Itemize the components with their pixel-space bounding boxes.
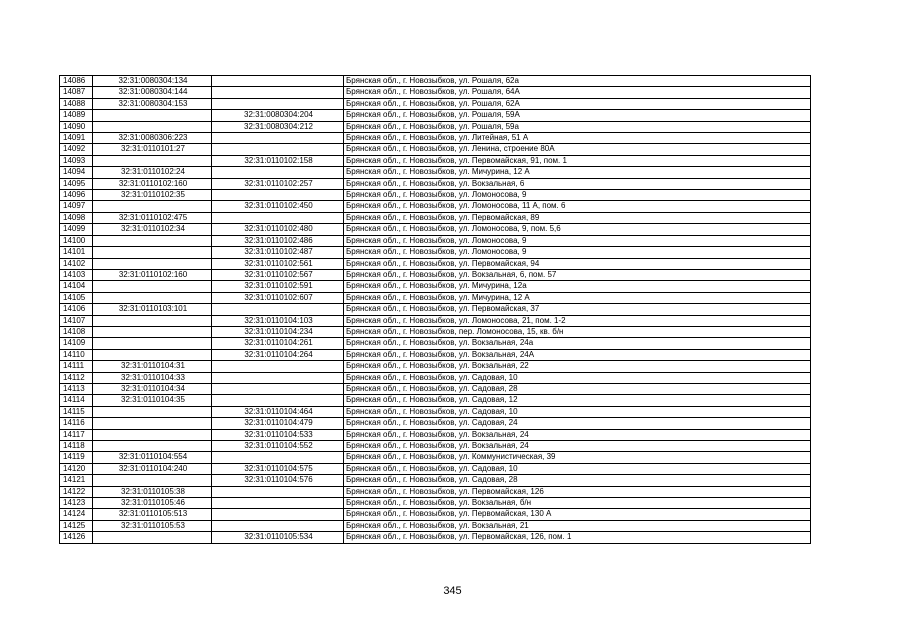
table-row [60,441,811,452]
cadastral-parcel-cell: 32:31:0110104:240 [93,463,212,474]
page-number: 345 [443,585,462,597]
cadastral-building-cell: 32:31:0110104:552 [212,441,344,452]
table-row [60,475,811,486]
table-row [60,235,811,246]
address-cell: Брянская обл., г. Новозыбков, ул. Садовая, 28 [344,383,811,394]
cadastral-parcel-cell [93,475,212,486]
address-cell: Брянская обл., г. Новозыбков, ул. Первомайская, 126, пом. 1 [344,532,811,543]
cadastral-parcel-cell: 32:31:0110101:27 [93,144,212,155]
address-cell: Брянская обл., г. Новозыбков, ул. Мичурина, 12 А [344,167,811,178]
table-row [60,76,811,87]
table-row [60,212,811,223]
table-row [60,315,811,326]
cadastral-parcel-cell: 32:31:0110104:31 [93,361,212,372]
cadastral-building-cell: 32:31:0110104:103 [212,315,344,326]
table-row [60,190,811,201]
row-number-cell: 14088 [60,98,93,109]
address-cell: Брянская обл., г. Новозыбков, ул. Садовая, 10 [344,463,811,474]
cadastral-parcel-cell [93,110,212,121]
address-cell: Брянская обл., г. Новозыбков, ул. Коммунистическая, 39 [344,452,811,463]
row-number-cell: 14095 [60,178,93,189]
row-number-cell: 14107 [60,315,93,326]
address-cell: Брянская обл., г. Новозыбков, ул. Вокзальная, б/н [344,498,811,509]
address-cell: Брянская обл., г. Новозыбков, ул. Ленина, строение 80А [344,144,811,155]
cadastral-building-cell [212,190,344,201]
cadastral-building-cell: 32:31:0110102:567 [212,269,344,280]
cadastral-building-cell: 32:31:0110102:450 [212,201,344,212]
cadastral-building-cell: 32:31:0110104:464 [212,406,344,417]
table-row [60,304,811,315]
cadastral-parcel-cell: 32:31:0080304:144 [93,87,212,98]
cadastral-parcel-cell: 32:31:0110105:53 [93,520,212,531]
cadastral-parcel-cell [93,258,212,269]
cadastral-building-cell: 32:31:0110104:576 [212,475,344,486]
cadastral-building-cell: 32:31:0110102:561 [212,258,344,269]
row-number-cell: 14115 [60,406,93,417]
address-cell: Брянская обл., г. Новозыбков, ул. Рошаля, 62А [344,98,811,109]
row-number-cell: 14118 [60,441,93,452]
address-cell: Брянская обл., г. Новозыбков, ул. Вокзальная, 6 [344,178,811,189]
address-cell: Брянская обл., г. Новозыбков, ул. Вокзальная, 21 [344,520,811,531]
address-cell: Брянская обл., г. Новозыбков, ул. Первомайская, 126 [344,486,811,497]
address-cell: Брянская обл., г. Новозыбков, ул. Мичурина, 12 А [344,292,811,303]
address-cell: Брянская обл., г. Новозыбков, ул. Вокзальная, 24 [344,429,811,440]
cadastral-parcel-cell: 32:31:0110102:160 [93,178,212,189]
address-cell: Брянская обл., г. Новозыбков, ул. Вокзальная, 22 [344,361,811,372]
address-cell: Брянская обл., г. Новозыбков, ул. Мичурина, 12а [344,281,811,292]
cadastral-parcel-cell [93,235,212,246]
table-row [60,269,811,280]
table-row [60,121,811,132]
address-cell: Брянская обл., г. Новозыбков, ул. Садовая, 12 [344,395,811,406]
cadastral-parcel-cell: 32:31:0110103:101 [93,304,212,315]
table-row [60,395,811,406]
table-row [60,520,811,531]
row-number-cell: 14108 [60,326,93,337]
cadastral-building-cell [212,372,344,383]
cadastral-building-cell: 32:31:0110102:591 [212,281,344,292]
row-number-cell: 14096 [60,190,93,201]
cadastral-building-cell: 32:31:0110102:486 [212,235,344,246]
cadastral-parcel-cell: 32:31:0110105:513 [93,509,212,520]
cadastral-building-cell [212,144,344,155]
address-cell: Брянская обл., г. Новозыбков, ул. Первомайская, 130 А [344,509,811,520]
table-row [60,429,811,440]
cadastral-building-cell: 32:31:0080304:204 [212,110,344,121]
cadastral-parcel-cell [93,338,212,349]
cadastral-building-cell: 32:31:0110104:479 [212,418,344,429]
cadastral-parcel-cell [93,292,212,303]
cadastral-building-cell: 32:31:0110104:261 [212,338,344,349]
cadastral-parcel-cell [93,406,212,417]
cadastral-parcel-cell: 32:31:0110104:35 [93,395,212,406]
cadastral-parcel-cell: 32:31:0110104:554 [93,452,212,463]
address-cell: Брянская обл., г. Новозыбков, ул. Садовая, 10 [344,372,811,383]
cadastral-parcel-cell: 32:31:0110102:24 [93,167,212,178]
row-number-cell: 14122 [60,486,93,497]
cadastral-parcel-cell [93,418,212,429]
cadastral-building-cell [212,133,344,144]
cadastral-parcel-cell: 32:31:0110102:160 [93,269,212,280]
address-cell: Брянская обл., г. Новозыбков, пер. Ломоносова, 15, кв. б/н [344,326,811,337]
address-cell: Брянская обл., г. Новозыбков, ул. Ломоносова, 9, пом. 5,6 [344,224,811,235]
cadastral-building-cell: 32:31:0110102:158 [212,155,344,166]
row-number-cell: 14097 [60,201,93,212]
row-number-cell: 14098 [60,212,93,223]
table-row [60,418,811,429]
table-row [60,224,811,235]
table-body [60,76,811,544]
row-number-cell: 14105 [60,292,93,303]
cadastral-building-cell [212,76,344,87]
cadastral-building-cell [212,304,344,315]
row-number-cell: 14110 [60,349,93,360]
cadastral-building-cell [212,452,344,463]
table-row [60,178,811,189]
cadastral-building-cell [212,498,344,509]
table-row [60,281,811,292]
row-number-cell: 14111 [60,361,93,372]
cadastral-building-cell [212,87,344,98]
cadastral-building-cell [212,509,344,520]
address-cell: Брянская обл., г. Новозыбков, ул. Первомайская, 89 [344,212,811,223]
cadastral-building-cell [212,520,344,531]
cadastral-building-cell [212,361,344,372]
cadastral-parcel-cell: 32:31:0110104:34 [93,383,212,394]
cadastral-building-cell: 32:31:0110102:480 [212,224,344,235]
address-cell: Брянская обл., г. Новозыбков, ул. Ломоносова, 21, пом. 1-2 [344,315,811,326]
address-cell: Брянская обл., г. Новозыбков, ул. Рошаля, 64А [344,87,811,98]
cadastral-building-cell [212,167,344,178]
table-row [60,155,811,166]
cadastral-parcel-cell: 32:31:0080304:153 [93,98,212,109]
cadastral-parcel-cell [93,247,212,258]
cadastral-parcel-cell [93,349,212,360]
cadastral-building-cell [212,395,344,406]
row-number-cell: 14100 [60,235,93,246]
cadastral-parcel-cell [93,326,212,337]
table-row [60,509,811,520]
row-number-cell: 14113 [60,383,93,394]
table-row [60,361,811,372]
row-number-cell: 14112 [60,372,93,383]
row-number-cell: 14125 [60,520,93,531]
row-number-cell: 14109 [60,338,93,349]
table-row [60,258,811,269]
address-cell: Брянская обл., г. Новозыбков, ул. Вокзальная, 24А [344,349,811,360]
cadastral-parcel-cell [93,155,212,166]
address-cell: Брянская обл., г. Новозыбков, ул. Рошаля, 62а [344,76,811,87]
row-number-cell: 14089 [60,110,93,121]
table-row [60,452,811,463]
table-row [60,532,811,543]
address-cell: Брянская обл., г. Новозыбков, ул. Ломоносова, 9 [344,235,811,246]
row-number-cell: 14103 [60,269,93,280]
address-cell: Брянская обл., г. Новозыбков, ул. Вокзальная, 24а [344,338,811,349]
table-row [60,406,811,417]
address-cell: Брянская обл., г. Новозыбков, ул. Ломоносова, 11 А, пом. 6 [344,201,811,212]
row-number-cell: 14102 [60,258,93,269]
table-row [60,338,811,349]
cadastral-building-cell: 32:31:0110105:534 [212,532,344,543]
address-cell: Брянская обл., г. Новозыбков, ул. Первомайская, 94 [344,258,811,269]
cadastral-parcel-cell: 32:31:0080304:134 [93,76,212,87]
table-row [60,133,811,144]
table-row [60,87,811,98]
row-number-cell: 14087 [60,87,93,98]
row-number-cell: 14094 [60,167,93,178]
cadastral-parcel-cell [93,429,212,440]
cadastral-building-cell: 32:31:0110102:487 [212,247,344,258]
row-number-cell: 14121 [60,475,93,486]
cadastral-building-cell [212,98,344,109]
cadastral-building-cell [212,212,344,223]
cadastral-parcel-cell: 32:31:0110105:46 [93,498,212,509]
cadastral-building-cell: 32:31:0110104:533 [212,429,344,440]
table-row [60,326,811,337]
row-number-cell: 14124 [60,509,93,520]
row-number-cell: 14101 [60,247,93,258]
cadastral-building-cell [212,486,344,497]
cadastral-parcel-cell [93,532,212,543]
cadastral-parcel-cell [93,315,212,326]
cadastral-building-cell: 32:31:0110104:234 [212,326,344,337]
table-row [60,98,811,109]
table-row [60,486,811,497]
cadastral-parcel-cell: 32:31:0110102:475 [93,212,212,223]
address-cell: Брянская обл., г. Новозыбков, ул. Ломоносова, 9 [344,247,811,258]
row-number-cell: 14106 [60,304,93,315]
cadastral-building-cell: 32:31:0110102:607 [212,292,344,303]
row-number-cell: 14126 [60,532,93,543]
address-cell: Брянская обл., г. Новозыбков, ул. Первомайская, 91, пом. 1 [344,155,811,166]
cadastral-parcel-cell: 32:31:0110105:38 [93,486,212,497]
table-row [60,498,811,509]
row-number-cell: 14104 [60,281,93,292]
row-number-cell: 14119 [60,452,93,463]
address-cell: Брянская обл., г. Новозыбков, ул. Рошаля, 59а [344,121,811,132]
cadastral-building-cell: 32:31:0080304:212 [212,121,344,132]
address-cell: Брянская обл., г. Новозыбков, ул. Литейная, 51 А [344,133,811,144]
cadastral-building-cell: 32:31:0110102:257 [212,178,344,189]
row-number-cell: 14117 [60,429,93,440]
row-number-cell: 14090 [60,121,93,132]
property-registry-table [59,75,811,544]
row-number-cell: 14114 [60,395,93,406]
table-row [60,201,811,212]
table-row [60,292,811,303]
row-number-cell: 14086 [60,76,93,87]
table-row [60,247,811,258]
cadastral-parcel-cell [93,441,212,452]
table-row [60,349,811,360]
cadastral-building-cell: 32:31:0110104:264 [212,349,344,360]
row-number-cell: 14123 [60,498,93,509]
address-cell: Брянская обл., г. Новозыбков, ул. Вокзальная, 24 [344,441,811,452]
row-number-cell: 14099 [60,224,93,235]
address-cell: Брянская обл., г. Новозыбков, ул. Ломоносова, 9 [344,190,811,201]
row-number-cell: 14093 [60,155,93,166]
address-cell: Брянская обл., г. Новозыбков, ул. Рошаля, 59А [344,110,811,121]
cadastral-parcel-cell: 32:31:0110104:33 [93,372,212,383]
address-cell: Брянская обл., г. Новозыбков, ул. Садовая, 24 [344,418,811,429]
table-row [60,463,811,474]
row-number-cell: 14116 [60,418,93,429]
cadastral-parcel-cell [93,201,212,212]
row-number-cell: 14092 [60,144,93,155]
address-cell: Брянская обл., г. Новозыбков, ул. Вокзальная, 6, пом. 57 [344,269,811,280]
address-cell: Брянская обл., г. Новозыбков, ул. Садовая, 10 [344,406,811,417]
cadastral-parcel-cell [93,281,212,292]
cadastral-parcel-cell: 32:31:0110102:34 [93,224,212,235]
table-row [60,144,811,155]
cadastral-building-cell [212,383,344,394]
row-number-cell: 14091 [60,133,93,144]
table-row [60,372,811,383]
cadastral-parcel-cell [93,121,212,132]
table-row [60,110,811,121]
table-row [60,383,811,394]
table-row [60,167,811,178]
cadastral-parcel-cell: 32:31:0110102:35 [93,190,212,201]
cadastral-building-cell: 32:31:0110104:575 [212,463,344,474]
row-number-cell: 14120 [60,463,93,474]
address-cell: Брянская обл., г. Новозыбков, ул. Садовая, 28 [344,475,811,486]
cadastral-parcel-cell: 32:31:0080306:223 [93,133,212,144]
address-cell: Брянская обл., г. Новозыбков, ул. Первомайская, 37 [344,304,811,315]
